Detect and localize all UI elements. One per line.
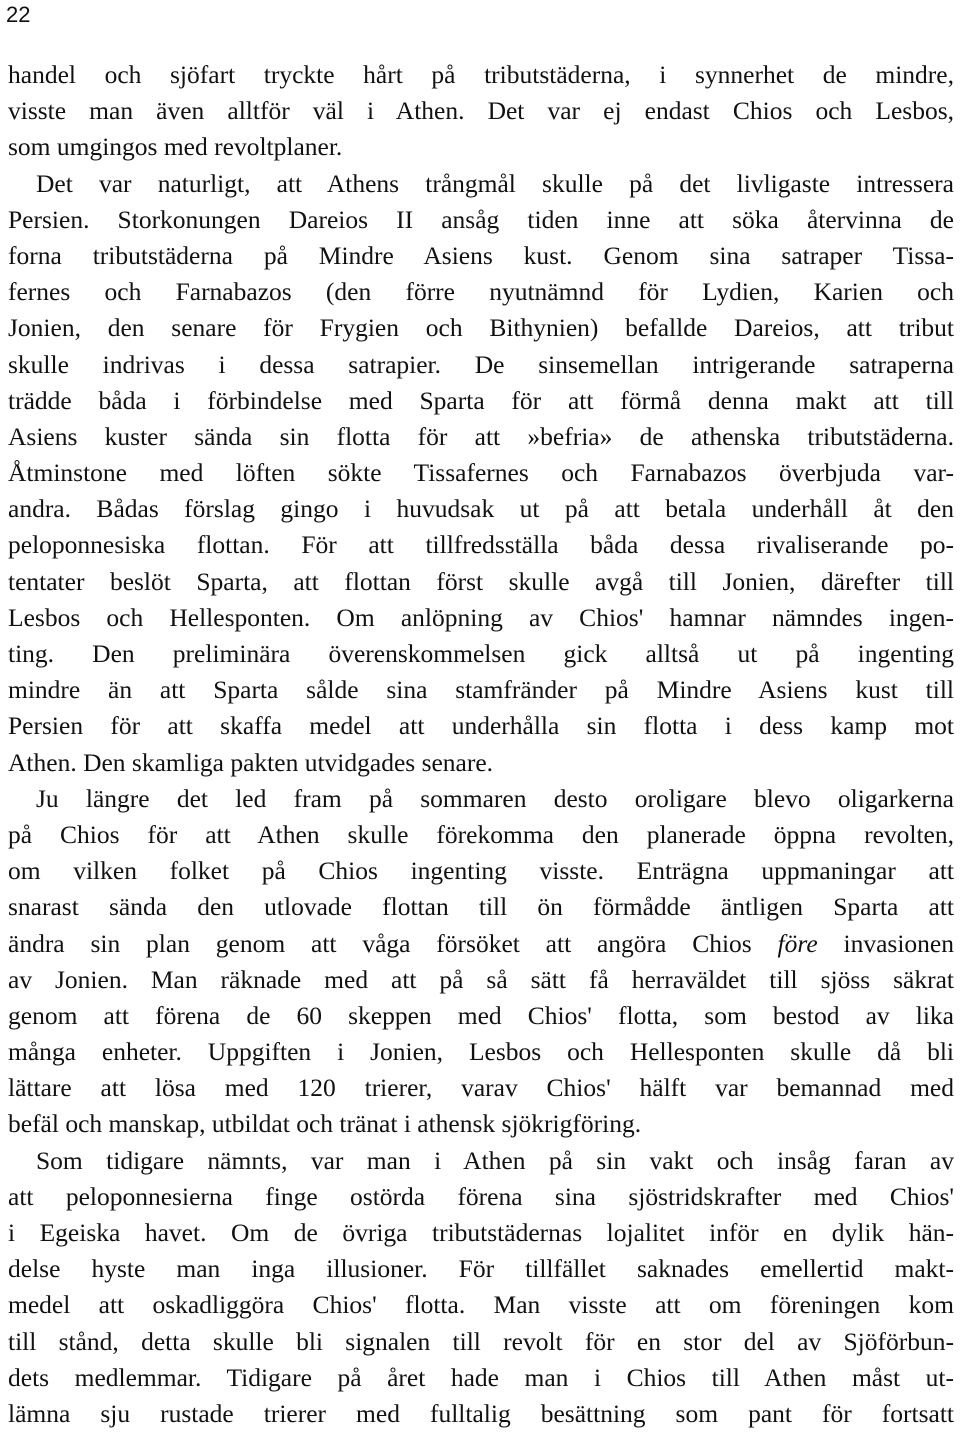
text-line: genom att förena de 60 skeppen med Chios' flotta, som bestod av lika bbox=[8, 1000, 954, 1030]
text-line: dets medlemmar. Tidigare på året hade man i Chios till Athen måst ut- bbox=[8, 1362, 954, 1392]
text-line: Jonien, den senare för Frygien och Bithynien) befallde Dareios, att tribut bbox=[8, 313, 954, 343]
text-line: Som tidigare nämnts, var man i Athen på sin vakt och insåg faran av bbox=[36, 1145, 954, 1175]
text-line: Ju längre det led fram på sommaren desto oroligare blevo oligarkerna bbox=[36, 783, 954, 813]
text-line: delse hyste man inga illusioner. För tillfället saknades emellertid makt- bbox=[8, 1254, 954, 1284]
text-line: forna tributstäderna på Mindre Asiens kust. Genom sina satraper Tissa- bbox=[8, 240, 954, 270]
text-line: lättare att lösa med 120 trierer, varav Chios' hälft var bemannad med bbox=[8, 1073, 954, 1103]
text-line: handel och sjöfart tryckte hårt på tributstäderna, i synnerhet de mindre, bbox=[8, 60, 954, 89]
text-line: Persien. Storkonungen Dareios II ansåg tiden inne att söka återvinna de bbox=[8, 204, 954, 234]
text-line: peloponnesiska flottan. För att tillfredsställa båda dessa rivaliserande po- bbox=[8, 530, 954, 560]
text-line: fernes och Farnabazos (den förre nyutnämnd för Lydien, Karien och bbox=[8, 277, 954, 307]
text-line: att peloponnesierna finge ostörda förena sina sjöstridskrafter med Chios' bbox=[8, 1181, 954, 1211]
text-line: andra. Bådas förslag gingo i huvudsak ut på att betala underhåll åt den bbox=[8, 494, 954, 524]
text-line: visste man även alltför väl i Athen. Det var ej endast Chios och Lesbos, bbox=[8, 96, 954, 126]
text-line: till stånd, detta skulle bli signalen till revolt för en stor del av Sjöförbun- bbox=[8, 1326, 954, 1356]
text-line: Lesbos och Hellesponten. Om anlöpning av Chios' hamnar nämndes ingen- bbox=[8, 602, 954, 632]
text-line: Asiens kuster sända sin flotta för att »befria» de athenska tributstäderna. bbox=[8, 421, 954, 451]
text-line: medel att oskadliggöra Chios' flotta. Man visste att om föreningen kom bbox=[8, 1290, 954, 1320]
text-segment: invasionen bbox=[817, 928, 954, 958]
text-line: i Egeiska havet. Om de övriga tributstädernas lojalitet inför en dylik hän- bbox=[8, 1218, 954, 1247]
emphasized-word: före bbox=[777, 928, 818, 958]
text-line: skulle indrivas i dessa satrapier. De sinsemellan intrigerande satraperna bbox=[8, 349, 954, 379]
text-line: snarast sända den utlovade flottan till ön förmådde äntligen Sparta att bbox=[8, 892, 954, 922]
text-line: om vilken folket på Chios ingenting visste. Enträgna uppmaningar att bbox=[8, 856, 954, 886]
text-line: Åtminstone med löften sökte Tissafernes och Farnabazos överbjuda var- bbox=[8, 458, 954, 488]
page-number: 22 bbox=[6, 2, 31, 27]
text-line: Persien för att skaffa medel att underhålla sin flotta i dess kamp mot bbox=[8, 711, 954, 741]
text-line: många enheter. Uppgiften i Jonien, Lesbos och Hellesponten skulle då bli bbox=[8, 1037, 954, 1067]
text-line: Athen. Den skamliga pakten utvidgades senare. bbox=[8, 747, 494, 777]
text-line: trädde båda i förbindelse med Sparta för att förmå denna makt att till bbox=[8, 385, 954, 415]
text-line: Det var naturligt, att Athens trångmål skulle på det livligaste intressera bbox=[36, 168, 954, 198]
text-line: befäl och manskap, utbildat och tränat i athensk sjökrigföring. bbox=[8, 1109, 642, 1139]
text-line: tentater beslöt Sparta, att flottan först skulle avgå till Jonien, därefter till bbox=[8, 566, 954, 596]
text-line: på Chios för att Athen skulle förekomma den planerade öppna revolten, bbox=[8, 819, 954, 849]
body-text bbox=[8, 57, 954, 1432]
text-line: ting. Den preliminära överenskommelsen gick alltså ut på ingenting bbox=[8, 639, 954, 668]
text-line: mindre än att Sparta sålde sina stamfränder på Mindre Asiens kust till bbox=[8, 675, 954, 705]
text-line: som umgingos med revoltplaner. bbox=[8, 132, 343, 162]
text-line bbox=[8, 926, 954, 962]
text-segment: ändra sin plan genom att våga försöket att angöra Chios bbox=[8, 928, 778, 958]
text-line: lämna sju rustade trierer med fulltalig besättning som pant för fortsatt bbox=[8, 1398, 954, 1428]
text-line: av Jonien. Man räknade med att på så sätt få herraväldet till sjöss säkrat bbox=[8, 964, 954, 994]
